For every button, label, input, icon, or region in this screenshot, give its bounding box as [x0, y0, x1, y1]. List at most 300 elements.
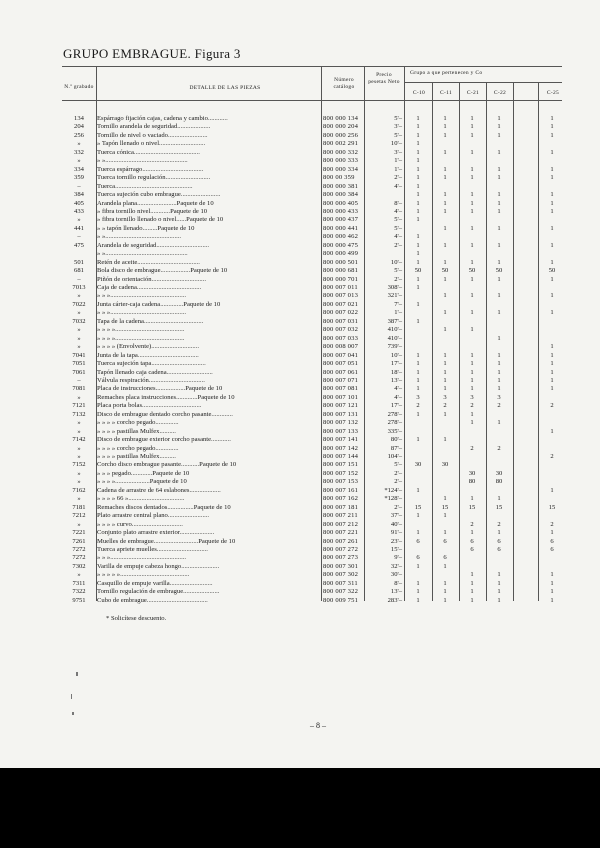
part-description-cell: » » » » corcho pegado..............: [97, 444, 179, 452]
quantity-cell: 3: [416, 393, 420, 401]
quantity-cell: 1: [497, 309, 501, 317]
price-cell: 4'–: [394, 393, 402, 401]
part-number-cell: 9751: [72, 596, 86, 604]
catalog-number-cell: 800 007 153: [323, 478, 359, 486]
part-number-cell: »: [77, 309, 81, 317]
quantity-cell: 1: [550, 596, 554, 604]
price-cell: 80'–: [390, 436, 402, 444]
part-description-cell: » » » »..........................................: [97, 326, 185, 334]
table-row: [0, 174, 600, 182]
part-description-cell: » » » » pastillas Mulfex..........: [97, 453, 176, 460]
table-row: [0, 233, 600, 241]
scan-speck: [71, 694, 72, 699]
quantity-cell: 1: [470, 410, 474, 418]
quantity-cell: 1: [550, 123, 554, 131]
quantity-cell: 1: [550, 258, 554, 266]
catalog-number-cell: 800 000 475: [323, 241, 359, 249]
table-row: [0, 360, 600, 368]
quantity-cell: 1: [470, 199, 474, 207]
quantity-cell: 1: [416, 233, 420, 241]
table-row: [0, 580, 600, 588]
quantity-cell: 1: [470, 292, 474, 300]
quantity-cell: 1: [416, 182, 420, 190]
quantity-cell: 1: [470, 419, 474, 427]
part-description-cell: » fibra tornillo nivel............Paquete de 10: [97, 207, 208, 215]
price-cell: 2'–: [394, 478, 402, 486]
part-description-cell: Muelles de embrague...........................Paquete de 10: [97, 537, 236, 545]
table-row: [0, 200, 600, 208]
part-number-cell: »: [77, 453, 81, 460]
quantity-cell: 1: [497, 207, 501, 215]
price-cell: 3'–: [394, 148, 402, 156]
table-row: [0, 554, 600, 562]
price-cell: 2'–: [394, 275, 402, 283]
table-row: [0, 436, 600, 444]
header-model-c11: C-11: [440, 90, 452, 96]
part-description-cell: Junta cárter-caja cadena..............Paquete de 10: [97, 300, 221, 308]
table-row: [0, 284, 600, 292]
header-model-c21: C-21: [466, 90, 480, 96]
part-number-cell: 7311: [72, 579, 86, 587]
table-row: [0, 343, 600, 351]
part-number-cell: »: [77, 571, 81, 579]
part-number-cell: 7152: [72, 461, 86, 469]
quantity-cell: 1: [416, 148, 420, 156]
part-description-cell: » » » » »..........................................: [97, 571, 190, 579]
part-number-cell: 359: [74, 174, 84, 182]
quantity-cell: 1: [470, 165, 474, 173]
table-row: [0, 571, 600, 579]
catalog-number-cell: 800 007 302: [323, 571, 359, 579]
part-number-cell: 7272: [72, 554, 86, 562]
price-cell: 4'–: [394, 385, 402, 393]
quantity-cell: 1: [443, 376, 447, 384]
quantity-cell: 1: [497, 334, 501, 342]
part-description-cell: Disco de embrague dentado corcho pasante.............: [97, 410, 233, 418]
quantity-cell: 6: [497, 537, 501, 545]
part-description-cell: Disco de embrague exterior corcho pasante............: [97, 436, 231, 444]
price-cell: 104'–: [387, 453, 402, 460]
part-number-cell: »: [77, 495, 81, 503]
part-description-cell: Cadena de arrastre de 64 eslabones...................: [97, 486, 221, 494]
price-cell: 13'–: [390, 376, 402, 384]
catalog-number-cell: 800 007 081: [323, 385, 359, 393]
part-number-cell: 441: [74, 224, 84, 232]
part-number-cell: »: [77, 444, 81, 452]
catalog-number-cell: 800 007 061: [323, 368, 359, 376]
part-description-cell: Tornillo arandela de seguridad....................: [97, 123, 211, 131]
quantity-cell: 1: [443, 131, 447, 139]
part-number-cell: 134: [74, 115, 84, 122]
table-row: [0, 445, 600, 453]
price-cell: 3'–: [394, 123, 402, 131]
quantity-cell: 1: [550, 376, 554, 384]
quantity-cell: 1: [416, 529, 420, 537]
part-number-cell: »: [77, 157, 81, 165]
catalog-number-cell: 800 000 134: [323, 115, 359, 122]
quantity-cell: 1: [443, 174, 447, 182]
quantity-cell: 1: [550, 131, 554, 139]
part-description-cell: » »..................................................: [97, 250, 188, 258]
quantity-cell: 50: [495, 267, 503, 275]
table-row: [0, 394, 600, 402]
quantity-cell: 1: [550, 174, 554, 182]
table-row: [0, 478, 600, 486]
quantity-cell: 1: [497, 588, 501, 596]
price-cell: 321'–: [387, 292, 402, 300]
quantity-cell: 1: [470, 571, 474, 579]
part-number-cell: »: [77, 469, 81, 477]
part-number-cell: »: [77, 393, 81, 401]
quantity-cell: 2: [470, 444, 474, 452]
quantity-cell: 80: [468, 478, 476, 486]
price-cell: 1'–: [394, 165, 402, 173]
quantity-cell: 1: [550, 529, 554, 537]
quantity-cell: 50: [441, 267, 449, 275]
part-number-cell: »: [77, 334, 81, 342]
footnote: * Solicítese descuento.: [106, 615, 167, 622]
price-cell: 4'–: [394, 207, 402, 215]
catalog-number-cell: 800 007 151: [323, 461, 359, 469]
part-number-cell: »: [77, 326, 81, 334]
quantity-cell: 15: [548, 503, 556, 511]
quantity-cell: 1: [497, 275, 501, 283]
quantity-cell: 1: [416, 368, 420, 376]
part-number-cell: –: [77, 233, 81, 241]
quantity-cell: 50: [468, 267, 476, 275]
header-group: Grupo a que pertenecen y Co: [410, 70, 483, 76]
quantity-cell: 1: [470, 368, 474, 376]
part-description-cell: Bola disco de embrague..................Paquete de 10: [97, 267, 228, 275]
part-number-cell: »: [77, 520, 81, 528]
part-number-cell: 7302: [72, 562, 86, 570]
quantity-cell: 1: [443, 512, 447, 520]
quantity-cell: 1: [470, 326, 474, 334]
quantity-cell: 1: [497, 495, 501, 503]
quantity-cell: 2: [443, 402, 447, 410]
part-description-cell: Conjunto plato arrastre exterior.....................: [97, 529, 215, 537]
part-number-cell: –: [77, 275, 81, 283]
quantity-cell: 1: [443, 115, 447, 122]
price-cell: 278'–: [387, 419, 402, 427]
quantity-cell: 1: [443, 309, 447, 317]
header-price: Precio pesetas Neto: [368, 72, 400, 85]
quantity-cell: 1: [470, 596, 474, 604]
quantity-cell: 1: [443, 368, 447, 376]
part-description-cell: » » » » curvo...............................: [97, 520, 183, 528]
quantity-cell: 1: [497, 292, 501, 300]
quantity-cell: 1: [443, 596, 447, 604]
quantity-cell: 1: [550, 571, 554, 579]
table-row: [0, 242, 600, 250]
quantity-cell: 1: [497, 115, 501, 122]
part-description-cell: » » »..............................................: [97, 554, 187, 562]
part-description-cell: Tornillo regulación de embrague......................: [97, 588, 220, 596]
part-number-cell: 7022: [72, 300, 86, 308]
catalog-number-cell: 800 000 462: [323, 233, 359, 241]
quantity-cell: 30: [495, 469, 503, 477]
quantity-cell: 1: [497, 199, 501, 207]
catalog-number-cell: 800 000 681: [323, 267, 359, 275]
quantity-cell: 1: [443, 385, 447, 393]
price-cell: 278'–: [387, 410, 402, 418]
table-row: [0, 132, 600, 140]
table-row: [0, 318, 600, 326]
catalog-number-cell: 800 007 141: [323, 436, 359, 444]
quantity-cell: 1: [497, 385, 501, 393]
quantity-cell: 1: [443, 207, 447, 215]
quantity-cell: 1: [497, 174, 501, 182]
quantity-cell: 1: [497, 148, 501, 156]
quantity-cell: 1: [470, 241, 474, 249]
part-number-cell: 7261: [72, 537, 86, 545]
price-cell: 410'–: [387, 326, 402, 334]
catalog-number-cell: 800 000 405: [323, 199, 359, 207]
quantity-cell: 15: [495, 503, 503, 511]
catalog-number-cell: 800 007 071: [323, 376, 359, 384]
table-row: [0, 428, 600, 436]
catalog-number-cell: 800 009 751: [323, 596, 359, 604]
quantity-cell: 1: [550, 343, 554, 351]
quantity-cell: 1: [470, 131, 474, 139]
part-description-cell: Retén de aceite......................................: [97, 258, 200, 266]
quantity-cell: 1: [470, 360, 474, 368]
scan-speck: [76, 672, 78, 676]
price-cell: 4'–: [394, 182, 402, 190]
part-description-cell: Piñón de orientación.................................: [97, 275, 206, 283]
price-cell: 18'–: [390, 368, 402, 376]
catalog-number-cell: 800 007 162: [323, 495, 359, 503]
header-ref: Número catálogo: [333, 77, 355, 90]
part-number-cell: 204: [74, 123, 84, 131]
catalog-number-cell: 800 007 132: [323, 419, 359, 427]
part-description-cell: Tuerca apriete muelles...............................: [97, 545, 208, 553]
part-number-cell: 7041: [72, 351, 86, 359]
quantity-cell: 6: [497, 545, 501, 553]
quantity-cell: 1: [416, 157, 420, 165]
quantity-cell: 1: [443, 529, 447, 537]
quantity-cell: 1: [497, 360, 501, 368]
part-description-cell: Tornillo de nivel o vaciado........................: [97, 131, 208, 139]
quantity-cell: 1: [416, 486, 420, 494]
quantity-cell: 1: [416, 258, 420, 266]
quantity-cell: 1: [416, 216, 420, 224]
quantity-cell: 1: [443, 436, 447, 444]
part-description-cell: » » »..............................................: [97, 292, 187, 300]
price-cell: 2'–: [394, 503, 402, 511]
price-cell: 87'–: [390, 444, 402, 452]
table-row: [0, 470, 600, 478]
table-row: [0, 487, 600, 495]
part-number-cell: 475: [74, 241, 84, 249]
price-cell: 5'–: [394, 224, 402, 232]
table-row: [0, 326, 600, 334]
table-row: [0, 335, 600, 343]
quantity-cell: 30: [414, 461, 422, 469]
price-cell: 5'–: [394, 131, 402, 139]
part-number-cell: »: [77, 292, 81, 300]
part-number-cell: 7181: [72, 503, 86, 511]
quantity-cell: 1: [416, 115, 420, 122]
table-row: [0, 216, 600, 224]
table-row: [0, 538, 600, 546]
part-description-cell: Placa porta bolas....................................: [97, 402, 202, 410]
part-description-cell: Tuerca espárrago.....................................: [97, 165, 204, 173]
part-number-cell: 7051: [72, 360, 86, 368]
quantity-cell: 3: [497, 393, 501, 401]
price-cell: 13'–: [390, 588, 402, 596]
part-number-cell: –: [77, 376, 81, 384]
quantity-cell: 1: [497, 529, 501, 537]
quantity-cell: 1: [443, 495, 447, 503]
part-number-cell: 332: [74, 148, 84, 156]
quantity-cell: 1: [443, 165, 447, 173]
table-row: [0, 369, 600, 377]
quantity-cell: 1: [497, 571, 501, 579]
table-row: [0, 208, 600, 216]
part-description-cell: » » » pegado.............Paquete de 10: [97, 469, 190, 477]
quantity-cell: 1: [416, 199, 420, 207]
quantity-cell: 1: [550, 207, 554, 215]
price-cell: 5'–: [394, 216, 402, 224]
catalog-number-cell: 800 002 291: [323, 140, 359, 148]
table-row: [0, 352, 600, 360]
price-cell: 32'–: [390, 562, 402, 570]
catalog-number-cell: 800 000 384: [323, 191, 359, 199]
part-description-cell: » » » » 66 »..................................: [97, 495, 185, 503]
table-row: [0, 453, 600, 461]
quantity-cell: 50: [414, 267, 422, 275]
catalog-number-cell: 800 000 701: [323, 275, 359, 283]
table-row: [0, 140, 600, 148]
quantity-cell: 1: [470, 275, 474, 283]
quantity-cell: 1: [550, 275, 554, 283]
quantity-cell: 1: [550, 486, 554, 494]
quantity-cell: 1: [416, 562, 420, 570]
table-row: [0, 563, 600, 571]
part-description-cell: » » » ».....................Paquete de 10: [97, 478, 187, 486]
catalog-number-cell: 800 00 359: [323, 174, 355, 182]
quantity-cell: 1: [497, 165, 501, 173]
quantity-cell: 2: [470, 520, 474, 528]
table-row: [0, 250, 600, 258]
table-row: [0, 461, 600, 469]
table-row: [0, 377, 600, 385]
quantity-cell: 1: [443, 351, 447, 359]
quantity-cell: 1: [443, 275, 447, 283]
catalog-number-cell: 800 007 211: [323, 512, 358, 520]
page-number: – 8 –: [310, 721, 326, 730]
price-cell: 308'–: [387, 284, 402, 291]
part-number-cell: 501: [74, 258, 84, 266]
quantity-cell: 1: [443, 410, 447, 418]
part-number-cell: 681: [74, 267, 84, 275]
quantity-cell: 1: [550, 588, 554, 596]
table-row: [0, 521, 600, 529]
quantity-cell: 1: [416, 512, 420, 520]
quantity-cell: 1: [443, 292, 447, 300]
quantity-cell: 1: [470, 579, 474, 587]
table-row: [0, 183, 600, 191]
table-row: [0, 123, 600, 131]
catalog-number-cell: 800 007 021: [323, 300, 359, 308]
part-description-cell: Junta de la tapa.....................................: [97, 351, 199, 359]
catalog-number-cell: 800 007 261: [323, 537, 359, 545]
part-description-cell: Espárrago fijación cajas, cadena y cambio............: [97, 115, 228, 122]
part-number-cell: 256: [74, 131, 84, 139]
catalog-number-cell: 800 007 041: [323, 351, 359, 359]
quantity-cell: 1: [443, 579, 447, 587]
catalog-number-cell: 800 007 272: [323, 545, 359, 553]
quantity-cell: 1: [550, 199, 554, 207]
page-title: GRUPO EMBRAGUE. Figura 3: [63, 46, 241, 61]
part-description-cell: Válvula respiración..................................: [97, 376, 205, 384]
quantity-cell: 1: [470, 495, 474, 503]
quantity-cell: 1: [416, 317, 420, 325]
quantity-cell: 1: [550, 385, 554, 393]
catalog-number-cell: 800 007 322: [323, 588, 359, 596]
header-model-c25: C-25: [546, 90, 560, 96]
quantity-cell: 15: [468, 503, 476, 511]
quantity-cell: 1: [416, 174, 420, 182]
scan-speck: [72, 712, 74, 715]
catalog-number-cell: 800 007 273: [323, 554, 359, 562]
price-cell: 30'–: [390, 571, 402, 579]
part-number-cell: »: [77, 427, 81, 435]
table-row: [0, 597, 600, 605]
table-row: [0, 149, 600, 157]
part-number-cell: »: [77, 343, 81, 351]
quantity-cell: 2: [470, 402, 474, 410]
quantity-cell: 1: [416, 385, 420, 393]
quantity-cell: 6: [443, 537, 447, 545]
catalog-number-cell: 800 000 256: [323, 131, 359, 139]
catalog-number-cell: 800 000 332: [323, 148, 359, 156]
catalog-number-cell: 800 007 051: [323, 360, 359, 368]
quantity-cell: 30: [468, 469, 476, 477]
part-description-cell: » »..............................................: [97, 233, 182, 241]
quantity-cell: 50: [548, 267, 556, 275]
catalog-number-cell: 800 007 101: [323, 393, 359, 401]
quantity-cell: 1: [550, 579, 554, 587]
quantity-cell: 1: [470, 309, 474, 317]
quantity-cell: 1: [550, 292, 554, 300]
quantity-cell: 2: [550, 453, 554, 460]
quantity-cell: 1: [416, 165, 420, 173]
catalog-number-cell: 800 007 311: [323, 579, 358, 587]
catalog-number-cell: 800 007 011: [323, 284, 358, 291]
quantity-cell: 1: [470, 123, 474, 131]
price-cell: 1'–: [394, 309, 402, 317]
price-cell: 5'–: [394, 115, 402, 122]
quantity-cell: 1: [497, 123, 501, 131]
quantity-cell: 3: [443, 393, 447, 401]
quantity-cell: 6: [416, 537, 420, 545]
quantity-cell: 1: [470, 148, 474, 156]
catalog-number-cell: 800 007 032: [323, 326, 359, 334]
price-cell: *124'–: [384, 486, 402, 494]
price-cell: 2'–: [394, 469, 402, 477]
quantity-cell: 1: [443, 588, 447, 596]
quantity-cell: 2: [497, 520, 501, 528]
price-cell: 91'–: [390, 529, 402, 537]
quantity-cell: 1: [497, 131, 501, 139]
quantity-cell: 1: [416, 250, 420, 258]
quantity-cell: 3: [470, 393, 474, 401]
price-cell: 23'–: [390, 537, 402, 545]
quantity-cell: 1: [497, 224, 501, 232]
quantity-cell: 1: [443, 148, 447, 156]
